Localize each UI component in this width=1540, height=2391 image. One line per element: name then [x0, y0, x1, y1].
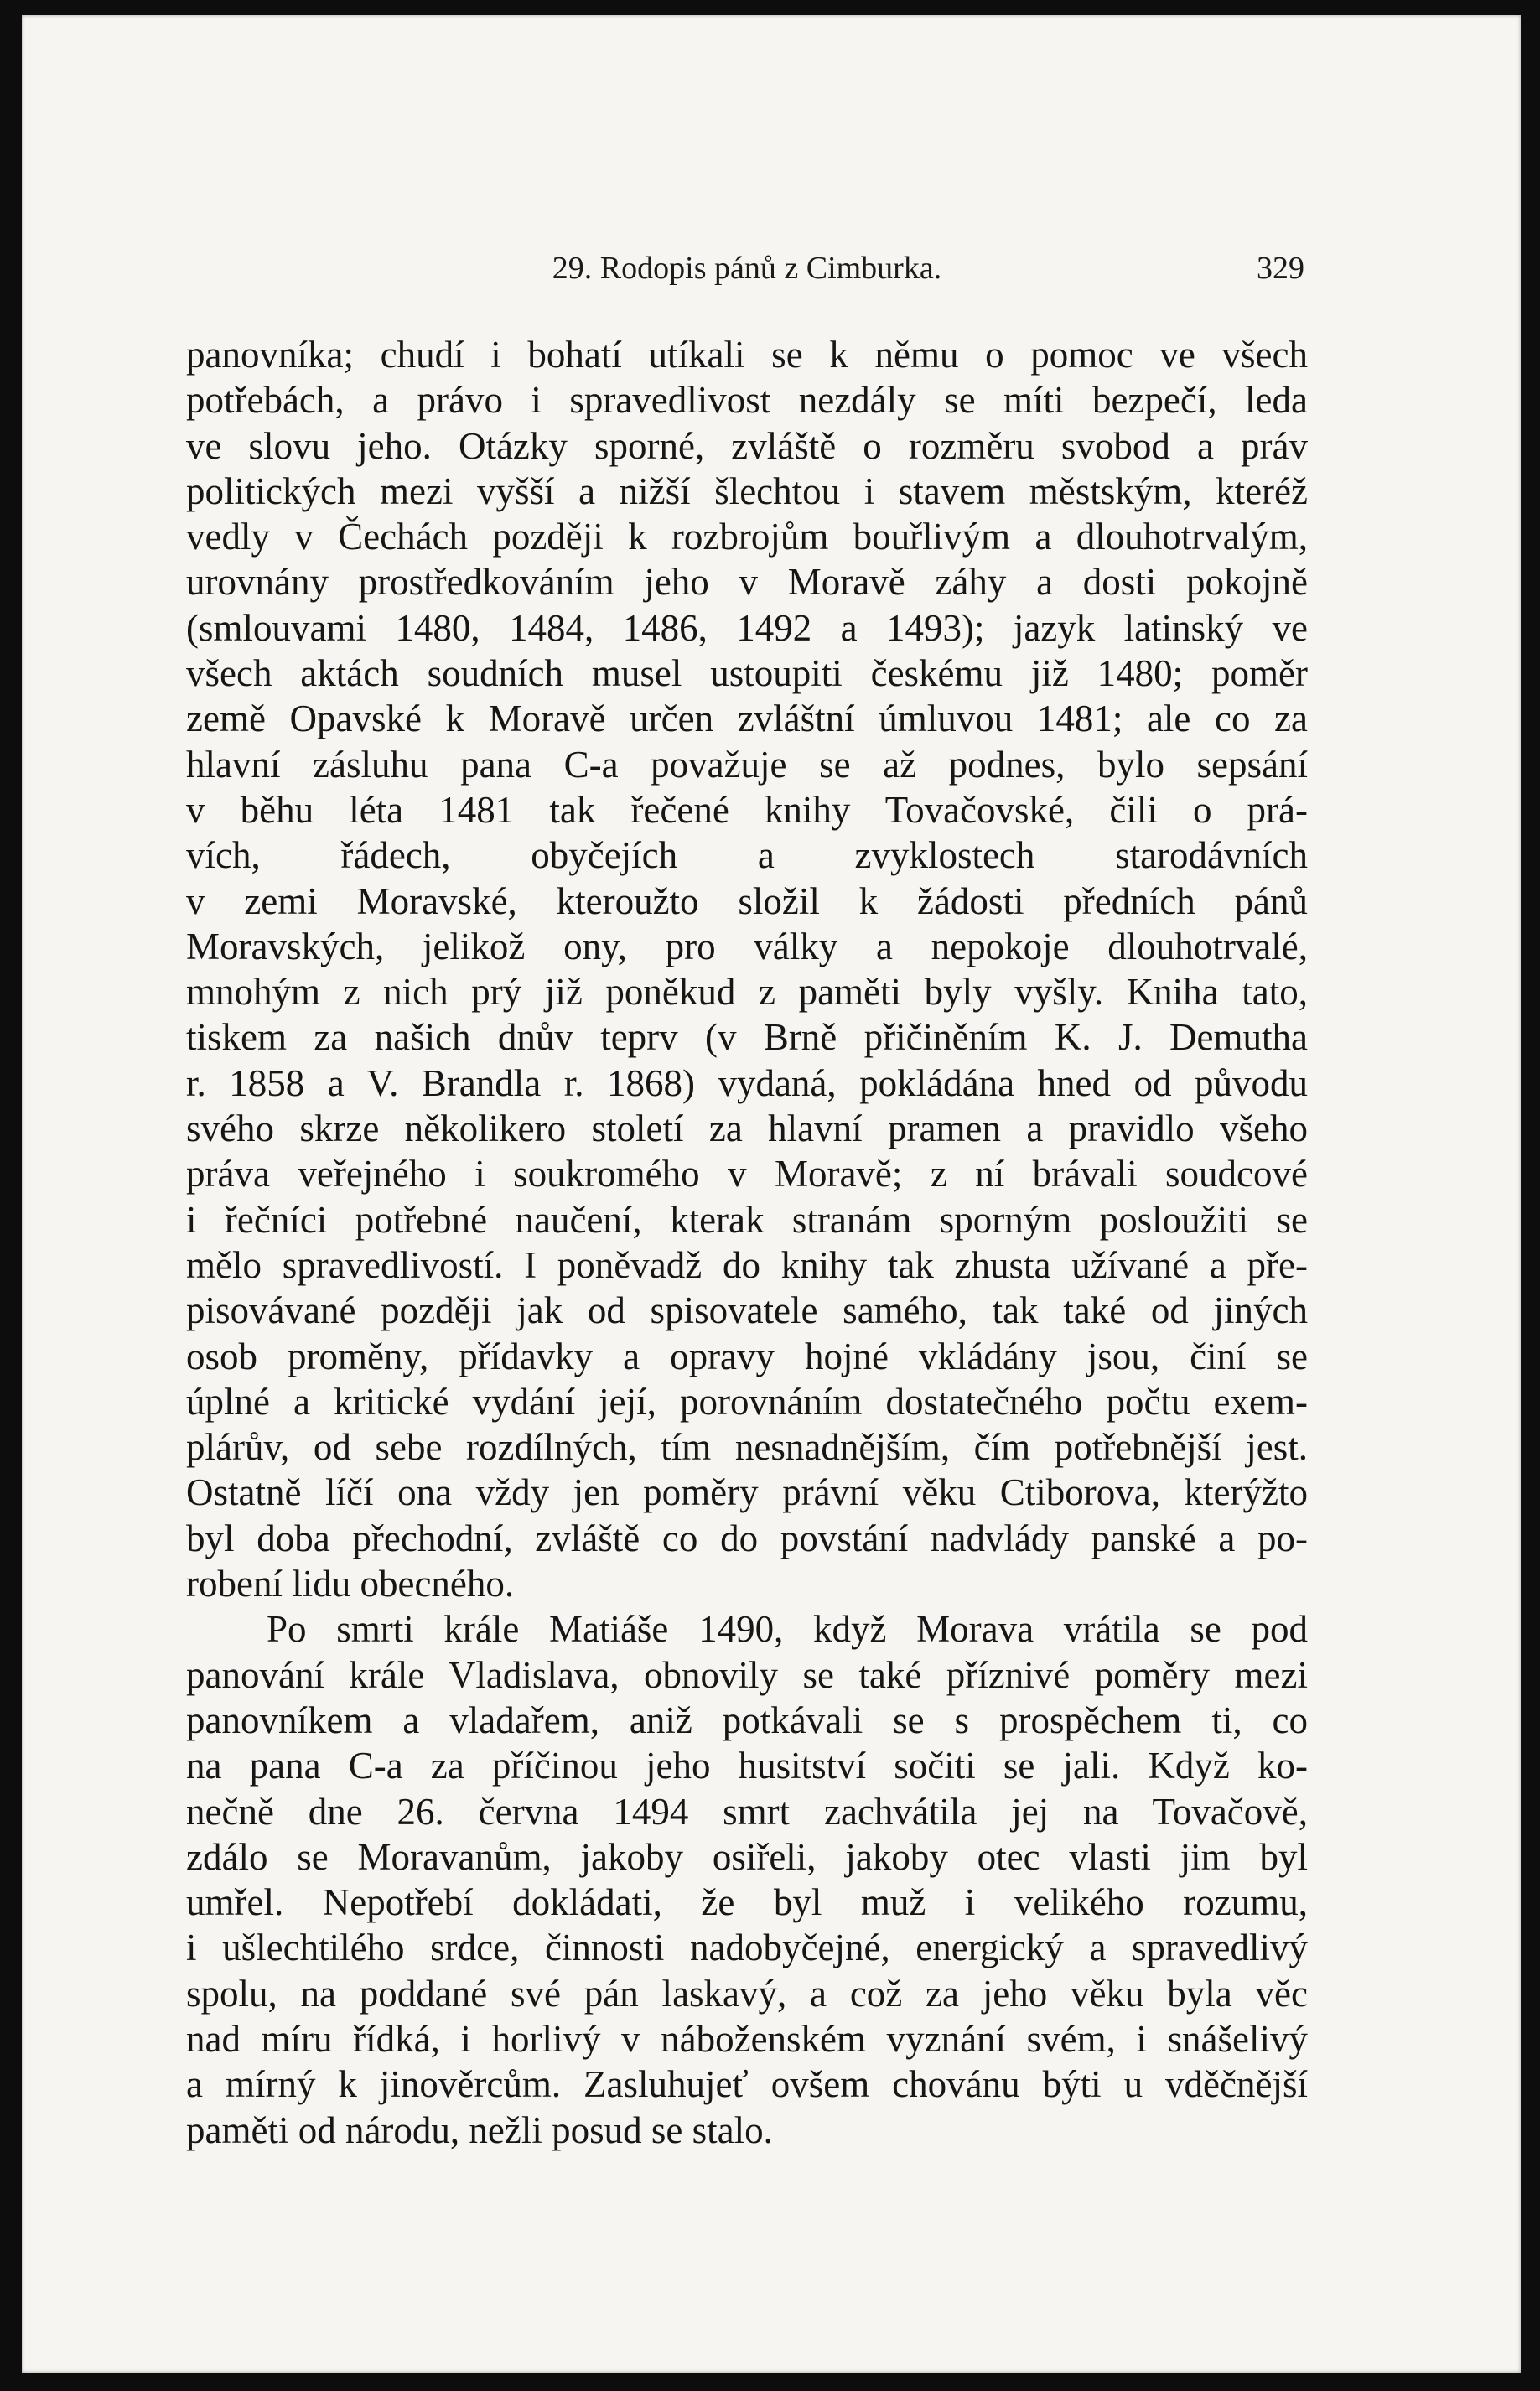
running-header	[189, 243, 1304, 293]
text-line: vedly v Čechách později k rozbrojům bouřlivým a dlouhotrvalým,	[186, 516, 1308, 558]
text-line: mnohým z nich prý již poněkud z paměti byly vyšly. Kniha tato,	[186, 971, 1308, 1014]
text-line: politických mezi vyšší a nižší šlechtou i stavem městským, kteréž	[186, 469, 1308, 512]
text-line: zdálo se Moravanům, jakoby osiřeli, jakoby otec vlasti jim byl	[186, 1835, 1308, 1878]
text-line: všech aktách soudních musel ustoupiti českému již 1480; poměr	[186, 652, 1308, 695]
text-line: v běhu léta 1481 tak řečené knihy Tovačovské, čili o prá-	[186, 788, 1308, 831]
text-line: umřel. Nepotřebí dokládati, že byl muž i velikého rozumu,	[186, 1881, 1308, 1924]
text-line: v zemi Moravské, kteroužto složil k žádosti předních pánů	[186, 879, 1308, 922]
text-line: tiskem za našich dnův teprv (v Brně přičiněním K. J. Demutha	[186, 1016, 1308, 1059]
text-line: i ušlechtilého srdce, činnosti nadobyčejné, energický a spravedlivý	[186, 1927, 1308, 1969]
book-page	[22, 15, 1521, 2373]
text-line: spolu, na poddané své pán laskavý, a což za jeho věku byla věc	[186, 1972, 1308, 2015]
chapter-title: 29. Rodopis pánů z Cimburka.	[552, 251, 942, 286]
text-line: hlavní zásluhu pana C-a považuje se až podnes, bylo sepsání	[186, 743, 1308, 786]
text-line: nečně dne 26. června 1494 smrt zachvátila jej na Tovačově,	[186, 1790, 1308, 1833]
text-line: práva veřejného i soukromého v Moravě; z ní brávali soudcové	[186, 1153, 1308, 1196]
text-line: svého skrze několikero století za hlavní pramen a pravidlo všeho	[186, 1107, 1308, 1150]
text-line: (smlouvami 1480, 1484, 1486, 1492 a 1493); jazyk latinský ve	[186, 606, 1308, 649]
page-number: 329	[1257, 251, 1304, 286]
text-line: r. 1858 a V. Brandla r. 1868) vydaná, pokládána hned od původu	[186, 1061, 1308, 1104]
text-line: potřebách, a právo i spravedlivost nezdály se míti bezpečí, leda	[186, 379, 1308, 422]
text-line: panovníkem a vladařem, aniž potkávali se s prospěchem ti, co	[186, 1699, 1308, 1741]
text-line: Po smrti krále Matiáše 1490, když Morava vrátila se pod	[267, 1608, 1308, 1651]
text-line: Moravských, jelikož ony, pro války a nepokoje dlouhotrvalé,	[186, 925, 1308, 967]
text-line: nad míru řídká, i horlivý v náboženském vyznání svém, i snášelivý	[186, 2017, 1308, 2060]
text-line: i řečníci potřebné naučení, kterak stranám sporným posloužiti se	[186, 1198, 1308, 1241]
text-line: urovnány prostředkováním jeho v Moravě záhy a dosti pokojně	[186, 561, 1308, 604]
text-line: ve slovu jeho. Otázky sporné, zvláště o rozměru svobod a práv	[186, 424, 1308, 467]
text-line: osob proměny, přídavky a opravy hojné vkládány jsou, činí se	[186, 1335, 1308, 1377]
text-line: mělo spravedlivostí. I poněvadž do knihy tak zhusta užívané a pře-	[186, 1243, 1308, 1286]
text-line: plárův, od sebe rozdílných, tím nesnadnějším, čím potřebnější jest.	[186, 1426, 1308, 1469]
text-line: země Opavské k Moravě určen zvláštní úmluvou 1481; ale co za	[186, 698, 1308, 740]
text-line: robení lidu obecného.	[186, 1563, 515, 1605]
text-line: byl doba přechodní, zvláště co do povstání nadvlády panské a po-	[186, 1517, 1308, 1559]
text-line: a mírný k jinověrcům. Zasluhujeť ovšem chovánu býti u vděčnější	[186, 2063, 1308, 2106]
text-line: panovníka; chudí i bohatí utíkali se k němu o pomoc ve všech	[186, 334, 1308, 376]
text-line: panování krále Vladislava, obnovily se také příznivé poměry mezi	[186, 1653, 1308, 1696]
text-line: vích, řádech, obyčejích a zvyklostech starodávních	[186, 834, 1308, 877]
text-line: paměti od národu, nežli posud se stalo.	[186, 2108, 773, 2151]
text-line: úplné a kritické vydání její, porovnáním dostatečného počtu exem-	[186, 1380, 1308, 1423]
text-line: na pana C-a za příčinou jeho husitství sočiti se jali. Když ko-	[186, 1745, 1308, 1787]
body-text	[186, 332, 1308, 2153]
text-line: Ostatně líčí ona vždy jen poměry právní věku Ctiborova, kterýžto	[186, 1471, 1308, 1514]
text-line: pisovávané později jak od spisovatele samého, tak také od jiných	[186, 1289, 1308, 1332]
